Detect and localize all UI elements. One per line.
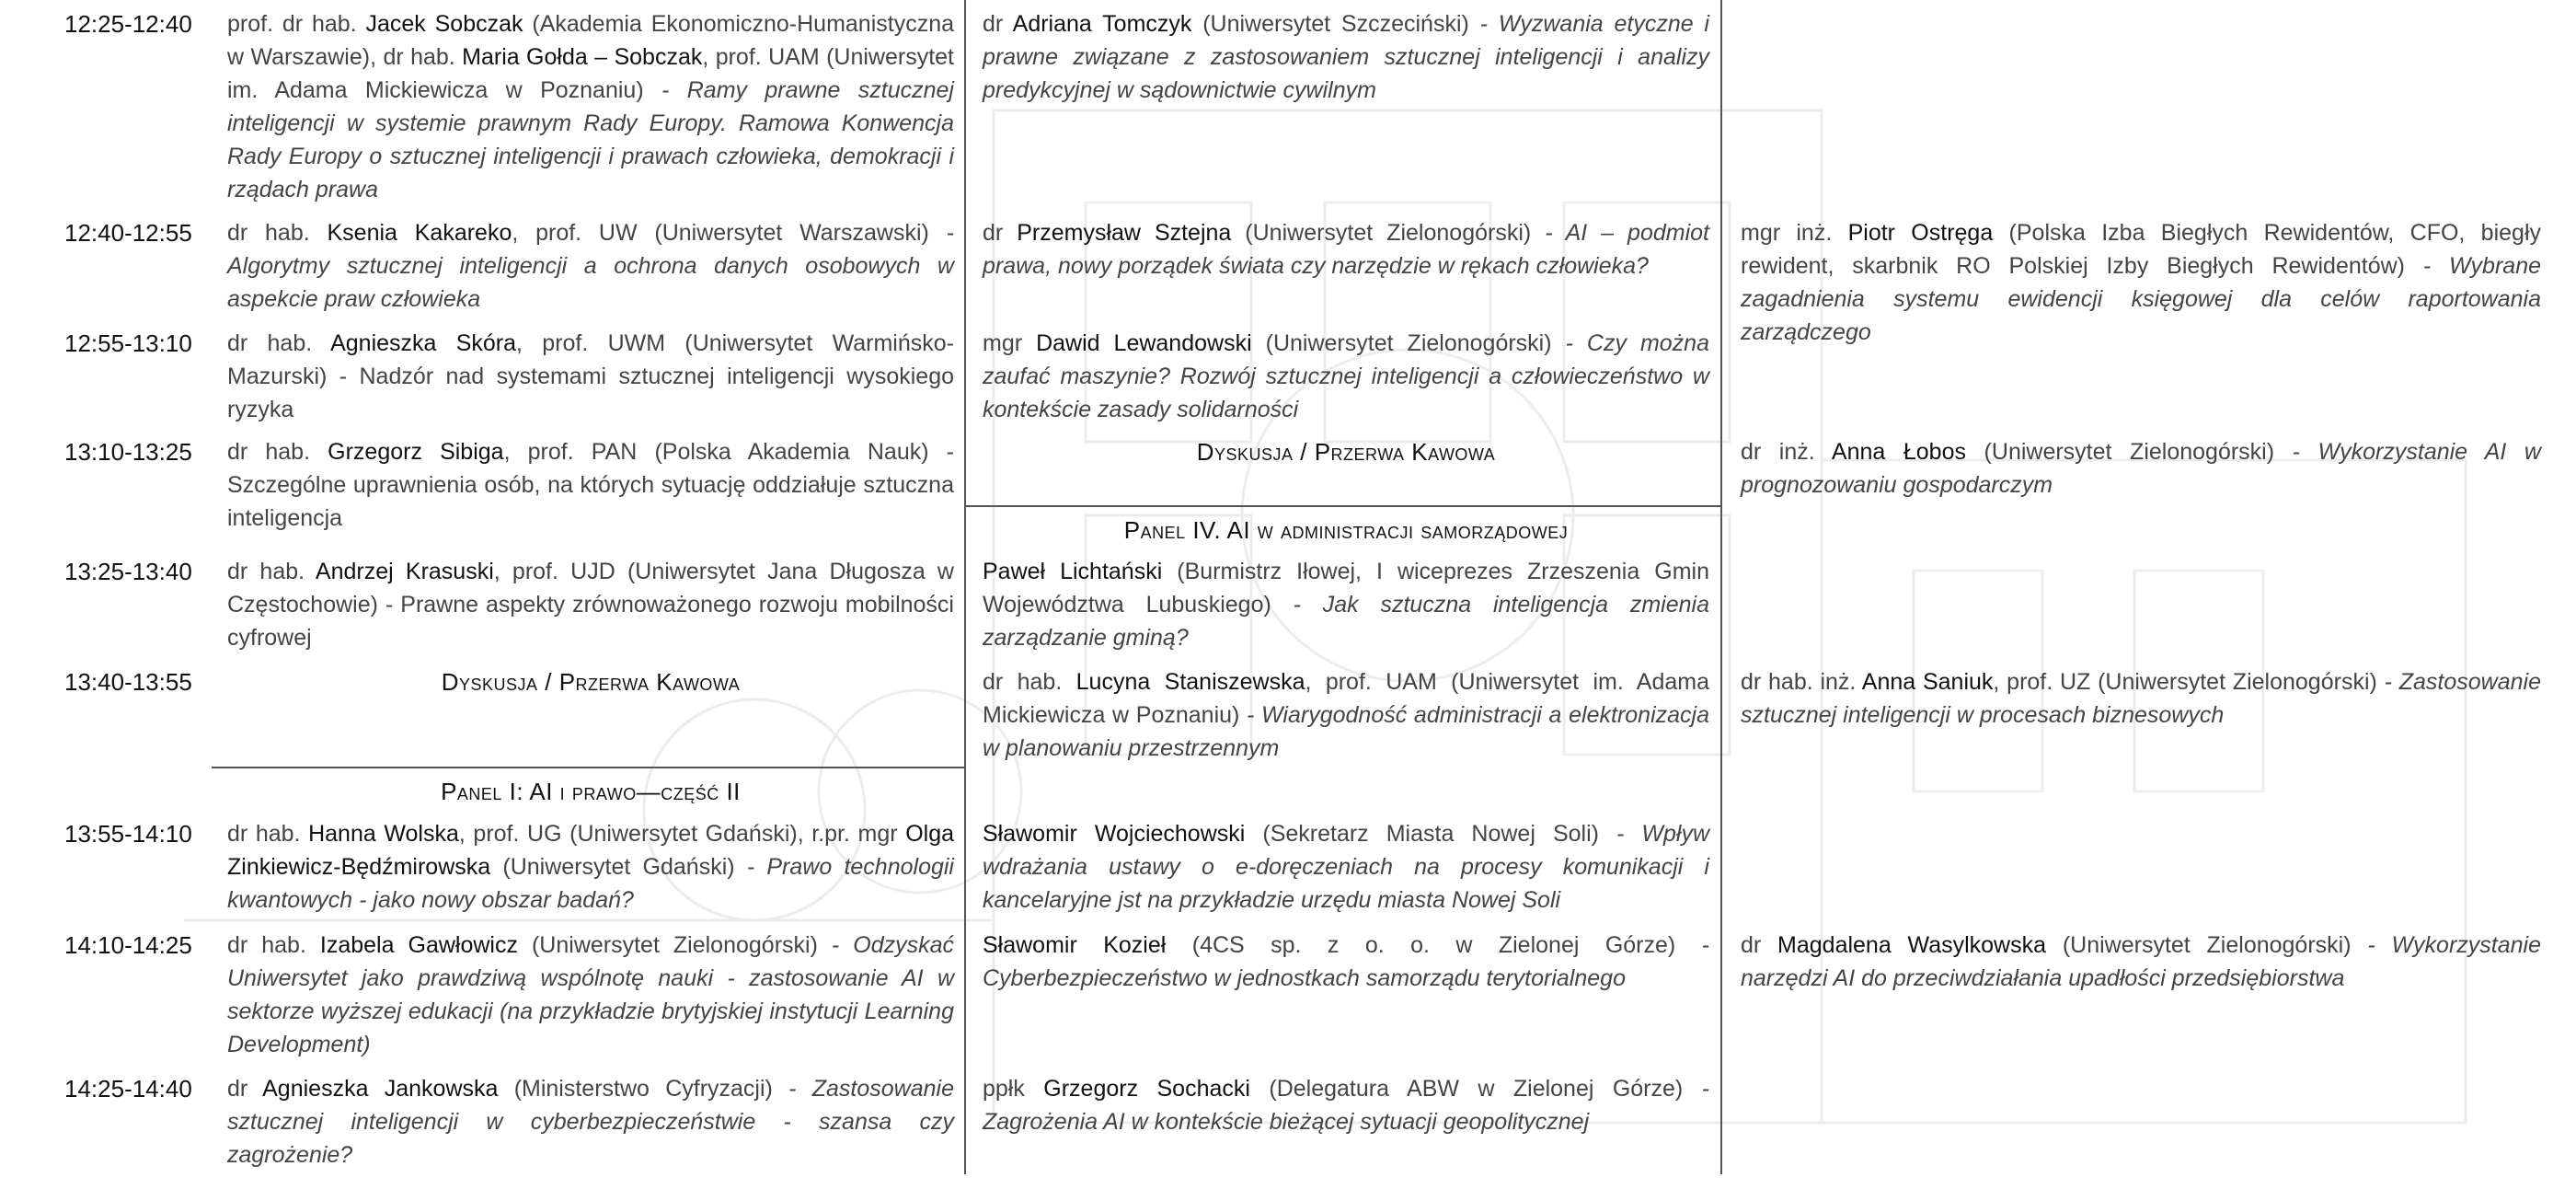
session-entry: Sławomir Kozieł (4CS sp. z o. o. w Zielonej Górze) - Cyberbezpieczeństwo w jednostkach samorządu terytorialnego [983,932,1709,991]
time-slot: 13:10-13:25 [64,438,192,466]
speaker-name: Agnieszka Skóra [330,330,517,356]
speaker-name: Dawid Lewandowski [1036,330,1252,356]
speaker-name: Sławomir Kozieł [983,932,1167,958]
panel-divider-col1 [212,767,964,768]
session-entry: dr hab. Ksenia Kakareko, prof. UW (Uniwersytet Warszawski) - Algorytmy sztucznej inteligencji a ochrona danych osobowych w aspekcie praw człowieka [227,220,954,312]
time-slot: 12:25-12:40 [64,10,192,38]
speaker-name: Adriana Tomczyk [1012,11,1192,37]
speaker-name: Przemysław Sztejna [1017,220,1232,246]
talk-title: - Cyberbezpieczeństwo w jednostkach samorządu terytorialnego [983,932,1709,991]
time-slot: 14:25-14:40 [64,1075,192,1102]
talk-title: - Algorytmy sztucznej inteligencji a ochrona danych osobowych w aspekcie praw człowieka [227,220,954,312]
talk-title: - Wyzwania etyczne i prawne związane z zastosowaniem sztucznej inteligencji i analizy predykcyjnej w sądownictwie cywilnym [983,11,1709,103]
talk-title: - Jak sztuczna inteligencja zmienia zarządzanie gminą? [983,592,1709,651]
session-entry: dr hab. inż. Anna Saniuk, prof. UZ (Uniwersytet Zielonogórski) - Zastosowanie sztucznej inteligencji w procesach biznesowych [1741,669,2541,728]
session-entry: ppłk Grzegorz Sochacki (Delegatura ABW w Zielonej Górze) - Zagrożenia AI w kontekście bieżącej sytuacji geopolitycznej [983,1076,1709,1135]
talk-title: - Wiarygodność administracji a elektronizacja w planowaniu przestrzennym [983,702,1709,761]
time-slot: 13:25-13:40 [64,558,192,585]
session-entry: dr Magdalena Wasylkowska (Uniwersytet Zielonogórski) - Wykorzystanie narzędzi AI do przeciwdziałania upadłości przedsiębiorstwa [1741,932,2542,991]
speaker-name: Grzegorz Sochacki [1043,1076,1250,1102]
talk-title: - AI – podmiot prawa, nowy porządek świata czy narzędzie w rękach człowieka? [983,220,1710,279]
speaker-name: Olga Zinkiewicz-Będźmirowska [227,821,955,880]
session-entry: dr hab. Agnieszka Skóra, prof. UWM (Uniwersytet Warmińsko-Mazurski) - Nadzór nad systemami sztucznej inteligencji wysokiego ryzyka [227,330,954,422]
panel-heading: Panel I: AI i prawo—część II [441,778,741,805]
speaker-name: Anna Saniuk [1861,669,1994,695]
column-divider-2 [1720,0,1722,1174]
session-entry: dr Agnieszka Jankowska (Ministerstwo Cyfryzacji) - Zastosowanie sztucznej inteligencji w cyberbezpieczeństwie - szansa czy zagrożenie? [227,1076,954,1168]
speaker-name: Hanna Wolska [308,821,459,847]
speaker-name: Lucyna Staniszewska [1075,669,1305,695]
talk-title: - Zastosowanie sztucznej inteligencji w cyberbezpieczeństwie - szansa czy zagrożenie? [227,1076,954,1168]
talk-title: - Wpływ wdrażania ustawy o e-doręczeniach na procesy komunikacji i kancelaryjne jst na przykładzie urzędu miasta Nowej Soli [983,821,1709,913]
session-entry: dr hab. Izabela Gawłowicz (Uniwersytet Zielonogórski) - Odzyskać Uniwersytet jako prawdziwą wspólnotę nauki - zastosowanie AI w sektorze wyższej edukacji (na przykładzie brytyjskiej instytucji Learning Development) [227,932,955,1057]
session-entry: mgr Dawid Lewandowski (Uniwersytet Zielonogórski) - Czy można zaufać maszynie? Rozwój sztucznej inteligencji a człowieczeństwo w kontekście zasady solidarności [983,330,1709,422]
talk-title: - Wykorzystanie AI w prognozowaniu gospodarczym [1741,439,2541,498]
panel-divider-col2 [964,505,1720,507]
time-slot: 13:40-13:55 [64,668,192,696]
speaker-name: Agnieszka Jankowska [262,1076,499,1102]
break-label: Dyskusja / Przerwa Kawowa [1196,438,1496,466]
speaker-name: Sławomir Wojciechowski [983,821,1246,847]
time-slot: 12:40-12:55 [64,219,192,247]
speaker-name: Jacek Sobczak [365,11,523,37]
speaker-name: Piotr Ostręga [1847,220,1994,246]
speaker-name: Anna Łobos [1831,439,1966,465]
speaker-name: Grzegorz Sibiga [328,439,504,465]
session-entry: dr hab. Grzegorz Sibiga, prof. PAN (Polska Akademia Nauk) - Szczególne uprawnienia osób, na których sytuację oddziałuje sztuczna inteligencja [227,439,955,531]
talk-title: - Wybrane zagadnienia systemu ewidencji księgowej dla celów raportowania zarządczego [1741,253,2541,345]
talk-title: - Czy można zaufać maszynie? Rozwój sztucznej inteligencji a człowieczeństwo w kontekście zasady solidarności [983,330,1709,422]
panel-heading: Panel IV. AI w administracji samorządowej [1123,516,1569,544]
speaker-name: Maria Gołda – Sobczak [462,44,703,70]
session-entry: Paweł Lichtański (Burmistrz Iłowej, I wiceprezes Zrzeszenia Gmin Województwa Lubuskiego) - Jak sztuczna inteligencja zmienia zarządzanie gminą? [983,559,1709,651]
talk-title: - Odzyskać Uniwersytet jako prawdziwą wspólnotę nauki - zastosowanie AI w sektorze wyższej edukacji (na przykładzie brytyjskiej instytucji Learning Development) [227,932,955,1057]
speaker-name: Paweł Lichtański [983,559,1163,584]
session-entry: dr hab. Lucyna Staniszewska, prof. UAM (Uniwersytet im. Adama Mickiewicza w Poznaniu) - Wiarygodność administracji a elektronizacja w planowaniu przestrzennym [983,669,1710,761]
speaker-name: Magdalena Wasylkowska [1777,932,2047,958]
session-entry: dr hab. Andrzej Krasuski, prof. UJD (Uniwersytet Jana Długosza w Częstochowie) - Prawne aspekty zrównoważonego rozwoju mobilności cyfrowej [227,559,954,651]
session-entry: dr Adriana Tomczyk (Uniwersytet Szczeciński) - Wyzwania etyczne i prawne związane z zastosowaniem sztucznej inteligencji i analizy predykcyjnej w sądownictwie cywilnym [983,11,1709,103]
time-slot: 12:55-13:10 [64,329,192,357]
session-entry: mgr inż. Piotr Ostręga (Polska Izba Biegłych Rewidentów, CFO, biegły rewident, skarbnik RO Polskiej Izby Biegłych Rewidentów) - Wybrane zagadnienia systemu ewidencji księgowej dla celów raportowania zarządczego [1741,220,2542,345]
talk-title: - Zagrożenia AI w kontekście bieżącej sytuacji geopolitycznej [983,1076,1709,1135]
session-entry: dr hab. Hanna Wolska, prof. UG (Uniwersytet Gdański), r.pr. mgr Olga Zinkiewicz-Będźmirowska (Uniwersytet Gdański) - Prawo technologii kwantowych - jako nowy obszar badań? [227,821,955,913]
column-divider-1 [964,0,966,1174]
session-entry: dr inż. Anna Łobos (Uniwersytet Zielonogórski) - Wykorzystanie AI w prognozowaniu gospodarczym [1741,439,2541,498]
session-entry: dr Przemysław Sztejna (Uniwersytet Zielonogórski) - AI – podmiot prawa, nowy porządek świata czy narzędzie w rękach człowieka? [983,220,1710,279]
speaker-name: Ksenia Kakareko [327,220,512,246]
talk-title: - Ramy prawne sztucznej inteligencji w systemie prawnym Rady Europy. Ramowa Konwencja Rady Europy o sztucznej inteligencji i prawach człowieka, demokracji i rządach prawa [227,77,954,202]
speaker-name: Izabela Gawłowicz [319,932,518,958]
talk-title: - Wykorzystanie narzędzi AI do przeciwdziałania upadłości przedsiębiorstwa [1741,932,2542,991]
session-entry: Sławomir Wojciechowski (Sekretarz Miasta Nowej Soli) - Wpływ wdrażania ustawy o e-doręczeniach na procesy komunikacji i kancelaryjne jst na przykładzie urzędu miasta Nowej Soli [983,821,1709,913]
break-label: Dyskusja / Przerwa Kawowa [441,668,741,696]
session-entry: prof. dr hab. Jacek Sobczak (Akademia Ekonomiczno-Humanistyczna w Warszawie), dr hab. Maria Gołda – Sobczak, prof. UAM (Uniwersytet im. Adama Mickiewicza w Poznaniu) - Ramy prawne sztucznej inteligencji w systemie prawnym Rady Europy. Ramowa Konwencja Rady Europy o sztucznej inteligencji i prawach człowieka, demokracji i rządach prawa [227,11,955,202]
talk-title: - Zastosowanie sztucznej inteligencji w procesach biznesowych [1741,669,2541,728]
time-slot: 13:55-14:10 [64,820,192,848]
time-slot: 14:10-14:25 [64,931,192,959]
talk-title: - Prawo technologii kwantowych - jako nowy obszar badań? [227,854,954,913]
speaker-name: Andrzej Krasuski [315,559,494,584]
